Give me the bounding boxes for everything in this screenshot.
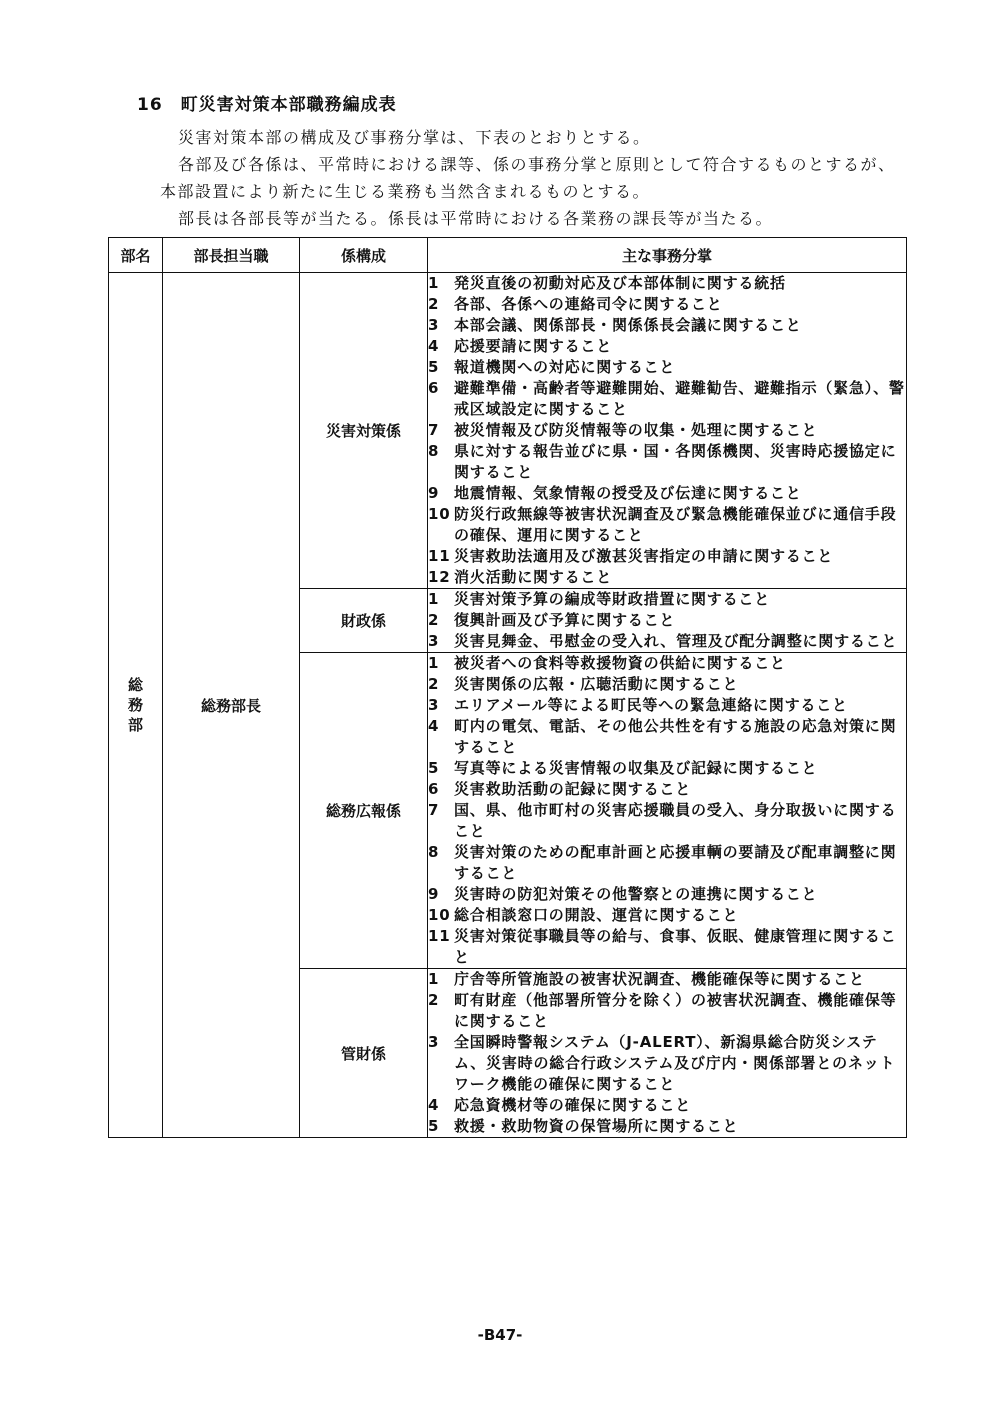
header-section: 係構成: [300, 238, 428, 273]
duties-list: [428, 273, 907, 589]
duty-item: 3 エリアメール等による町民等への緊急連絡に関すること: [428, 696, 848, 714]
department-head-cell: 総務部長: [163, 273, 300, 1138]
duty-item: 9 災害時の防犯対策その他警察との連携に関すること: [428, 885, 818, 903]
section-name: 災害対策係: [300, 273, 428, 589]
duty-item: 2 町有財産（他部署所管分を除く）の被害状況調査、機能確保等に関すること: [428, 991, 897, 1030]
section-name: 管財係: [300, 969, 428, 1138]
department-cell: [109, 273, 163, 1138]
duty-item: 5 報道機関への対応に関すること: [428, 358, 676, 376]
duty-item: 3 災害見舞金、弔慰金の受入れ、管理及び配分調整に関すること: [428, 632, 898, 650]
duty-item: 4 応急資機材等の確保に関すること: [428, 1096, 692, 1114]
table-header-row: [109, 238, 907, 273]
table-row: [109, 273, 907, 589]
duty-item: 10 防災行政無線等被害状況調査及び緊急機能確保並びに通信手段の確保、運用に関すること: [428, 505, 897, 544]
duty-item: 1 被災者への食料等救援物資の供給に関すること: [428, 654, 786, 672]
intro-paragraph-1: 災害対策本部の構成及び事務分掌は、下表のとおりとする。: [178, 128, 651, 147]
duty-item: 11 災害対策従事職員等の給与、食事、仮眠、健康管理に関すること: [428, 927, 897, 966]
page-heading: [137, 90, 397, 115]
duty-item: 12 消火活動に関すること: [428, 568, 613, 586]
duty-item: 5 写真等による災害情報の収集及び記録に関すること: [428, 759, 818, 777]
intro-paragraph-2: 各部及び各係は、平常時における課等、係の事務分掌と原則として符合するものとするが、本部設置により新たに生じる業務も当然含まれるものとする。: [160, 155, 896, 201]
duty-item: 1 庁舎等所管施設の被害状況調査、機能確保等に関すること: [428, 970, 865, 988]
duty-item: 6 災害救助活動の記録に関すること: [428, 780, 692, 798]
page-number: -B47-: [477, 1326, 523, 1344]
duty-item: 11 災害救助法適用及び激甚災害指定の申請に関すること: [428, 547, 834, 565]
section-name: 財政係: [300, 589, 428, 653]
duty-item: 4 町内の電気、電話、その他公共性を有する施設の応急対策に関すること: [428, 717, 897, 756]
heading-title: 町災害対策本部職務編成表: [180, 95, 397, 115]
duty-item: 5 救援・救助物資の保管場所に関すること: [428, 1117, 739, 1135]
duty-item: 8 県に対する報告並びに県・国・各関係機関、災害時応援協定に関すること: [428, 442, 897, 481]
duties-list: [428, 653, 907, 969]
duty-item: 2 各部、各係への連絡司令に関すること: [428, 295, 723, 313]
header-department-head: 部長担当職: [163, 238, 300, 273]
duty-item: 4 応援要請に関すること: [428, 337, 613, 355]
header-duties: 主な事務分掌: [428, 238, 907, 273]
duties-list: [428, 589, 907, 653]
department-name: 総務部: [127, 676, 143, 734]
header-department: 部名: [109, 238, 163, 273]
duty-organization-table: [108, 237, 907, 1138]
duty-item: 3 全国瞬時警報システム（J-ALERT）、新潟県総合防災システム、災害時の総合行政システム及び庁内・関係部署とのネットワーク機能の確保に関すること: [428, 1033, 896, 1093]
duty-item: 2 災害関係の広報・広聴活動に関すること: [428, 675, 739, 693]
intro-paragraph-3: 部長は各部長等が当たる。係長は平常時における各業務の課長等が当たる。: [178, 209, 774, 228]
duty-item: 1 発災直後の初動対応及び本部体制に関する統括: [428, 274, 786, 292]
duty-item: 1 災害対策予算の編成等財政措置に関すること: [428, 590, 771, 608]
duty-item: 3 本部会議、関係部長・関係係長会議に関すること: [428, 316, 802, 334]
duty-item: 10 総合相談窓口の開設、運営に関すること: [428, 906, 739, 924]
duty-item: 9 地震情報、気象情報の授受及び伝達に関すること: [428, 484, 802, 502]
duty-item: 6 避難準備・高齢者等避難開始、避難勧告、避難指示（緊急）、警戒区域設定に関すること: [428, 379, 905, 418]
duty-item: 7 国、県、他市町村の災害応援職員の受入、身分取扱いに関すること: [428, 801, 897, 840]
duty-item: 2 復興計画及び予算に関すること: [428, 611, 676, 629]
heading-number: 16: [137, 95, 163, 115]
duties-list: [428, 969, 907, 1138]
section-name: 総務広報係: [300, 653, 428, 969]
duty-item: 7 被災情報及び防災情報等の収集・処理に関すること: [428, 421, 818, 439]
duty-item: 8 災害対策のための配車計画と応援車輌の要請及び配車調整に関すること: [428, 843, 897, 882]
